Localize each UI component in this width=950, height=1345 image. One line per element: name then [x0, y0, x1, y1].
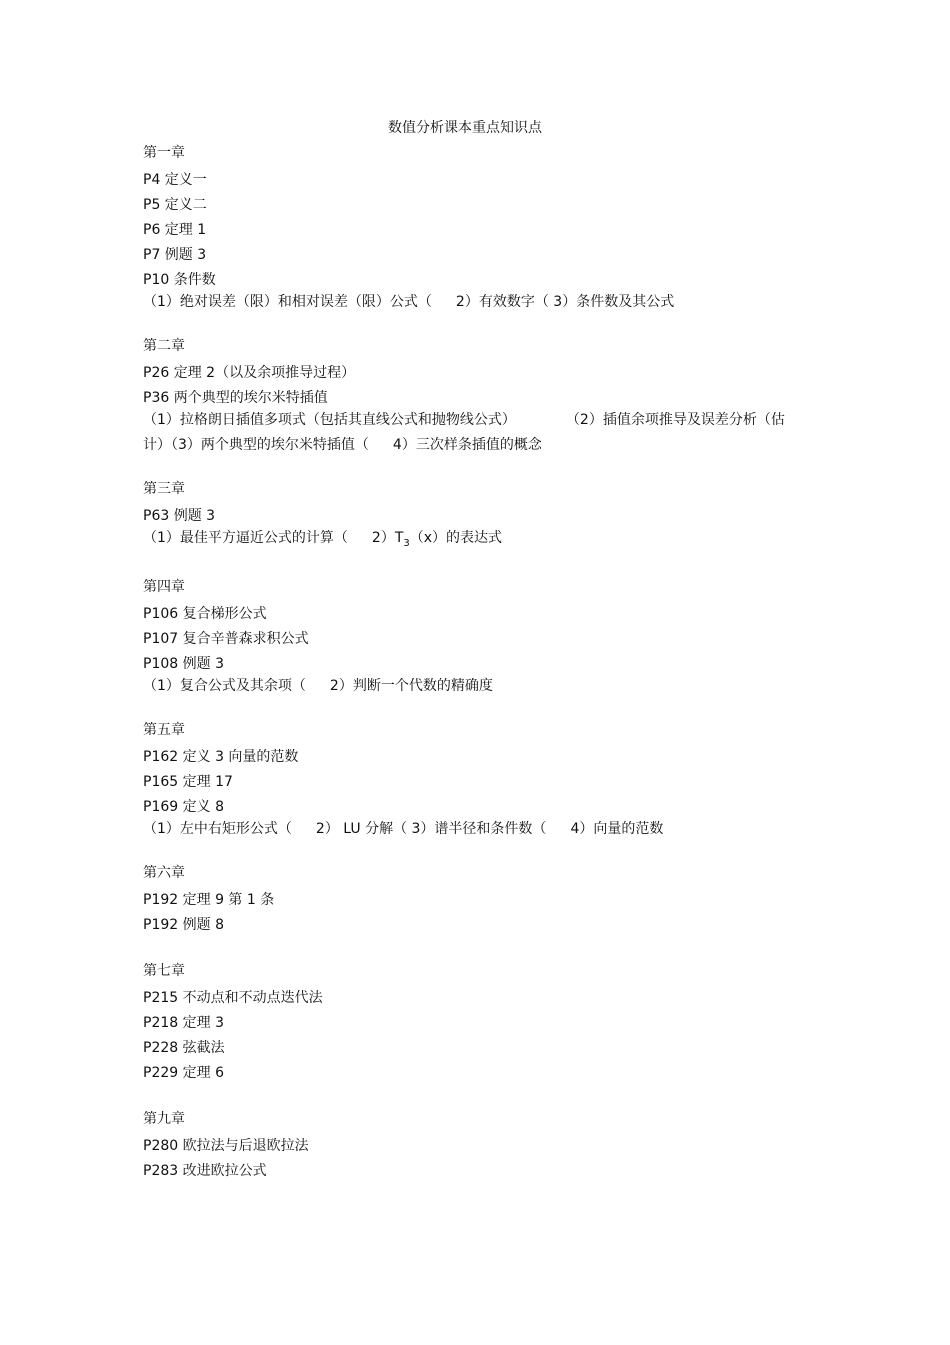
chapter-7: [143, 961, 823, 1088]
note-part: 4）向量的范数: [570, 820, 664, 837]
chapter-title: 第五章: [143, 721, 185, 738]
chapter-6: [143, 863, 823, 940]
chapter-1: [143, 143, 823, 315]
list-item: P228 弦截法: [143, 1039, 225, 1056]
chapter-3: [143, 479, 823, 556]
subscript: 3: [403, 537, 410, 549]
note-part: 2）有效数字（: [455, 294, 549, 310]
chapter-note: [143, 408, 803, 458]
chapter-title: 第七章: [143, 962, 185, 979]
note-part: 4）三次样条插值的概念: [392, 437, 542, 453]
note-part: 2） LU 分解（ 3）谱半径和条件数（: [315, 820, 547, 837]
list-item: P7 例题 3: [143, 247, 207, 263]
list-item: P165 定理 17: [143, 773, 233, 790]
list-item: P63 例题 3: [143, 508, 216, 524]
note-part: （1）左中右矩形公式（: [143, 820, 292, 837]
chapter-title: 第九章: [143, 1110, 185, 1127]
note-part: （1）复合公式及其余项（: [143, 677, 306, 694]
chapter-4: [143, 577, 823, 699]
list-item: P107 复合辛普森求积公式: [143, 630, 309, 647]
chapter-9: [143, 1109, 823, 1186]
list-item: P169 定义 8: [143, 798, 224, 815]
list-item: P5 定义二: [143, 197, 207, 213]
list-item: P192 例题 8: [143, 916, 224, 933]
chapter-title: 第一章: [143, 145, 185, 161]
chapter-title: 第六章: [143, 864, 185, 881]
list-item: P108 例题 3: [143, 655, 224, 672]
list-item: P6 定理 1: [143, 222, 207, 238]
list-item: P192 定理 9 第 1 条: [143, 891, 275, 908]
list-item: P4 定义一: [143, 172, 207, 188]
document-content: [143, 143, 823, 1207]
note-part: 2）T: [371, 530, 404, 546]
list-item: P106 复合梯形公式: [143, 605, 267, 622]
chapter-note: [143, 290, 823, 315]
chapter-title: 第二章: [143, 338, 185, 354]
note-part: （2）插值余项推导及误差分析（估计）（3）两个典型的埃尔米特插值（: [143, 412, 785, 453]
note-part: （1）绝对误差（限）和相对误差（限）公式（: [143, 294, 432, 310]
list-item: P283 改进欧拉公式: [143, 1162, 267, 1179]
list-item: P162 定义 3 向量的范数: [143, 748, 299, 765]
chapter-2: [143, 336, 823, 458]
note-part: （x）的表达式: [409, 530, 503, 546]
note-part: （1）拉格朗日插值多项式（包括其直线公式和抛物线公式）: [143, 412, 516, 428]
chapter-note: [143, 674, 823, 699]
note-part: 2）判断一个代数的精确度: [329, 677, 493, 694]
list-item: P215 不动点和不动点迭代法: [143, 989, 323, 1006]
chapter-title: 第四章: [143, 578, 185, 595]
list-item: P280 欧拉法与后退欧拉法: [143, 1137, 309, 1154]
list-item: P229 定理 6: [143, 1064, 224, 1081]
list-item: P10 条件数: [143, 272, 216, 288]
note-part: 3）条件数及其公式: [553, 294, 675, 310]
document-title: 数值分析课本重点知识点: [388, 120, 542, 136]
chapter-5: [143, 720, 823, 842]
note-part: （1）最佳平方逼近公式的计算（: [143, 530, 348, 546]
list-item: P36 两个典型的埃尔米特插值: [143, 390, 328, 406]
list-item: P26 定理 2（以及余项推导过程）: [143, 365, 356, 381]
chapter-note: [143, 526, 823, 556]
list-item: P218 定理 3: [143, 1014, 224, 1031]
chapter-title: 第三章: [143, 481, 185, 497]
chapter-note: [143, 817, 823, 842]
